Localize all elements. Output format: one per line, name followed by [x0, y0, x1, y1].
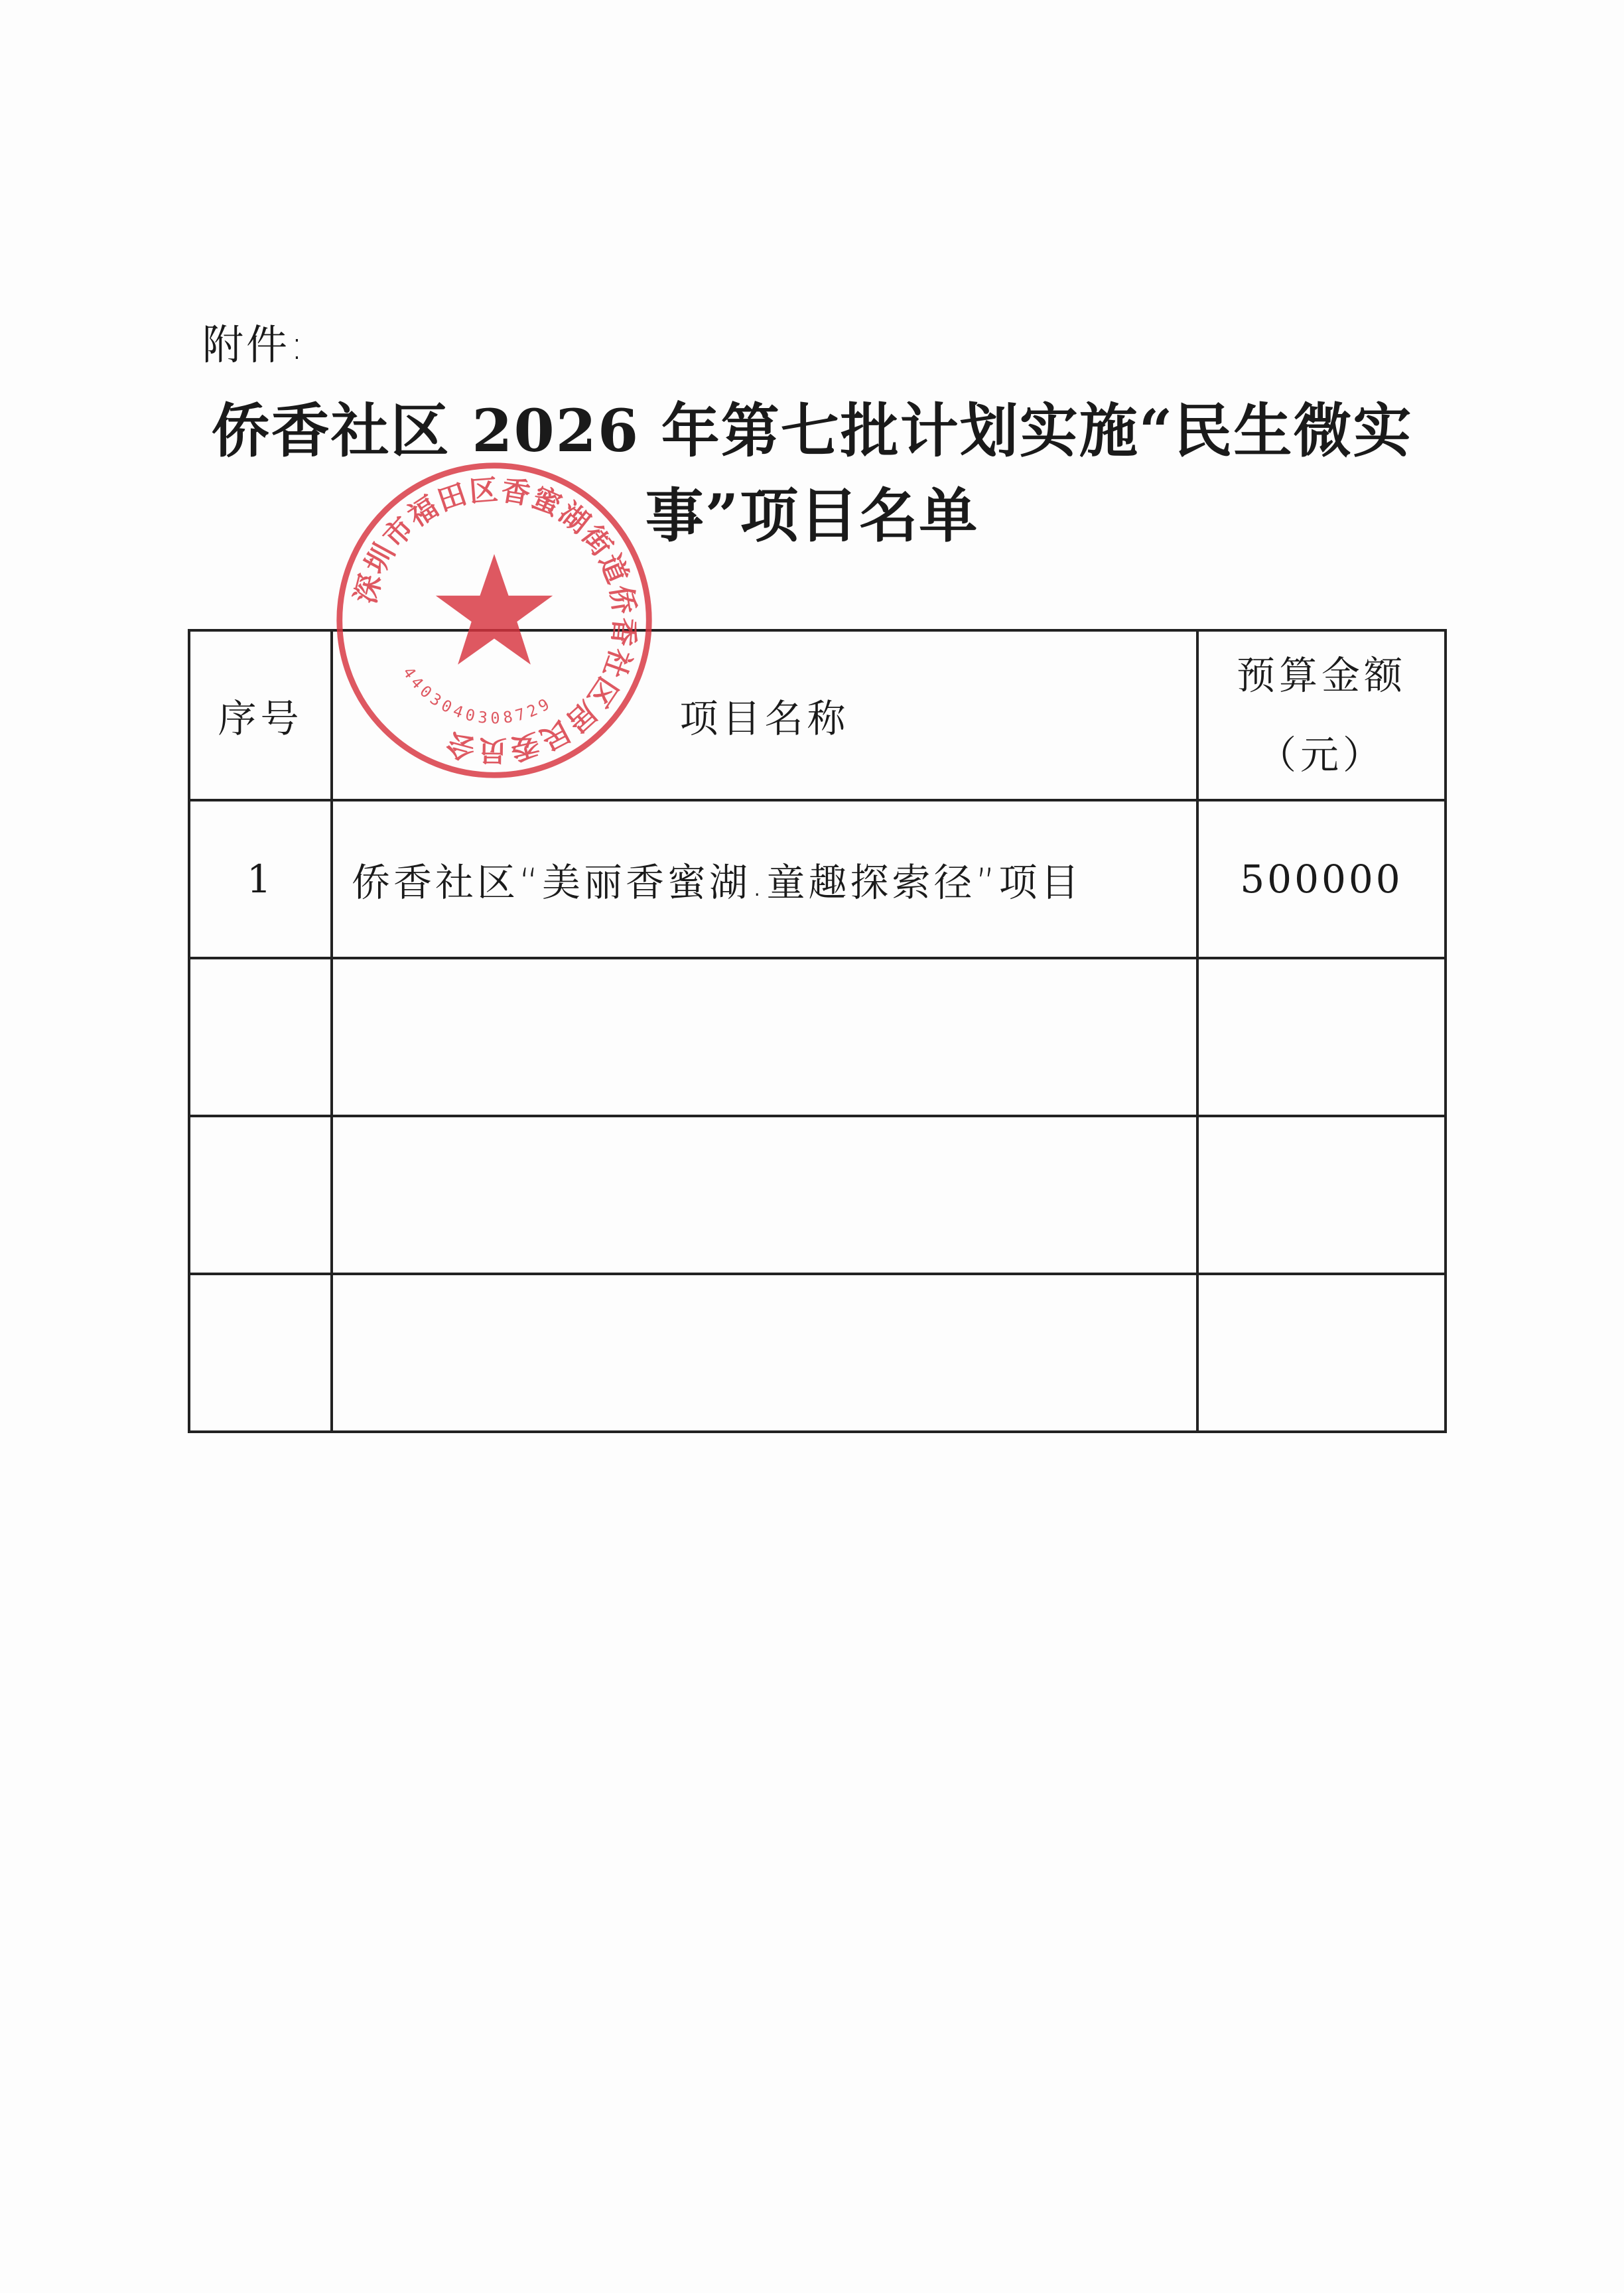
- row-seq: [189, 1116, 332, 1274]
- seal-ring-text: 深圳市福田区香蜜湖街道侨香社区居民委员会: [348, 473, 642, 767]
- row-project-name: 侨香社区“美丽香蜜湖.童趣探索径”项目: [332, 800, 1197, 958]
- row-project-name: [332, 1116, 1197, 1274]
- seal-code-text: 4403040308729: [399, 663, 556, 728]
- row-budget: [1197, 1116, 1446, 1274]
- row-budget: 500000: [1197, 800, 1446, 958]
- header-budget: [1197, 630, 1446, 800]
- document-title-line-1: 侨香社区 2026 年第七批计划实施“民生微实: [211, 396, 1413, 465]
- table-row: [189, 800, 1446, 958]
- table-row: [189, 958, 1446, 1116]
- row-budget: [1197, 958, 1446, 1116]
- row-project-name: [332, 1274, 1197, 1432]
- official-seal-stamp: [332, 458, 657, 783]
- row-project-name: [332, 958, 1197, 1116]
- table-row: [189, 1116, 1446, 1274]
- header-seq: 序号: [189, 630, 332, 800]
- row-seq: [189, 958, 332, 1116]
- document-title-line-2: 事”项目名单: [645, 481, 979, 550]
- table-row: [189, 1274, 1446, 1432]
- svg-text:4403040308729: [399, 663, 556, 727]
- header-budget-line-2: （元）: [1257, 732, 1385, 778]
- header-budget-line-1: 预算金额: [1236, 653, 1406, 698]
- header-project-name: 项目名称: [332, 630, 1197, 800]
- row-seq: 1: [189, 800, 332, 958]
- row-budget: [1197, 1274, 1446, 1432]
- row-seq: [189, 1274, 332, 1432]
- attachment-label: 附件:: [202, 320, 306, 369]
